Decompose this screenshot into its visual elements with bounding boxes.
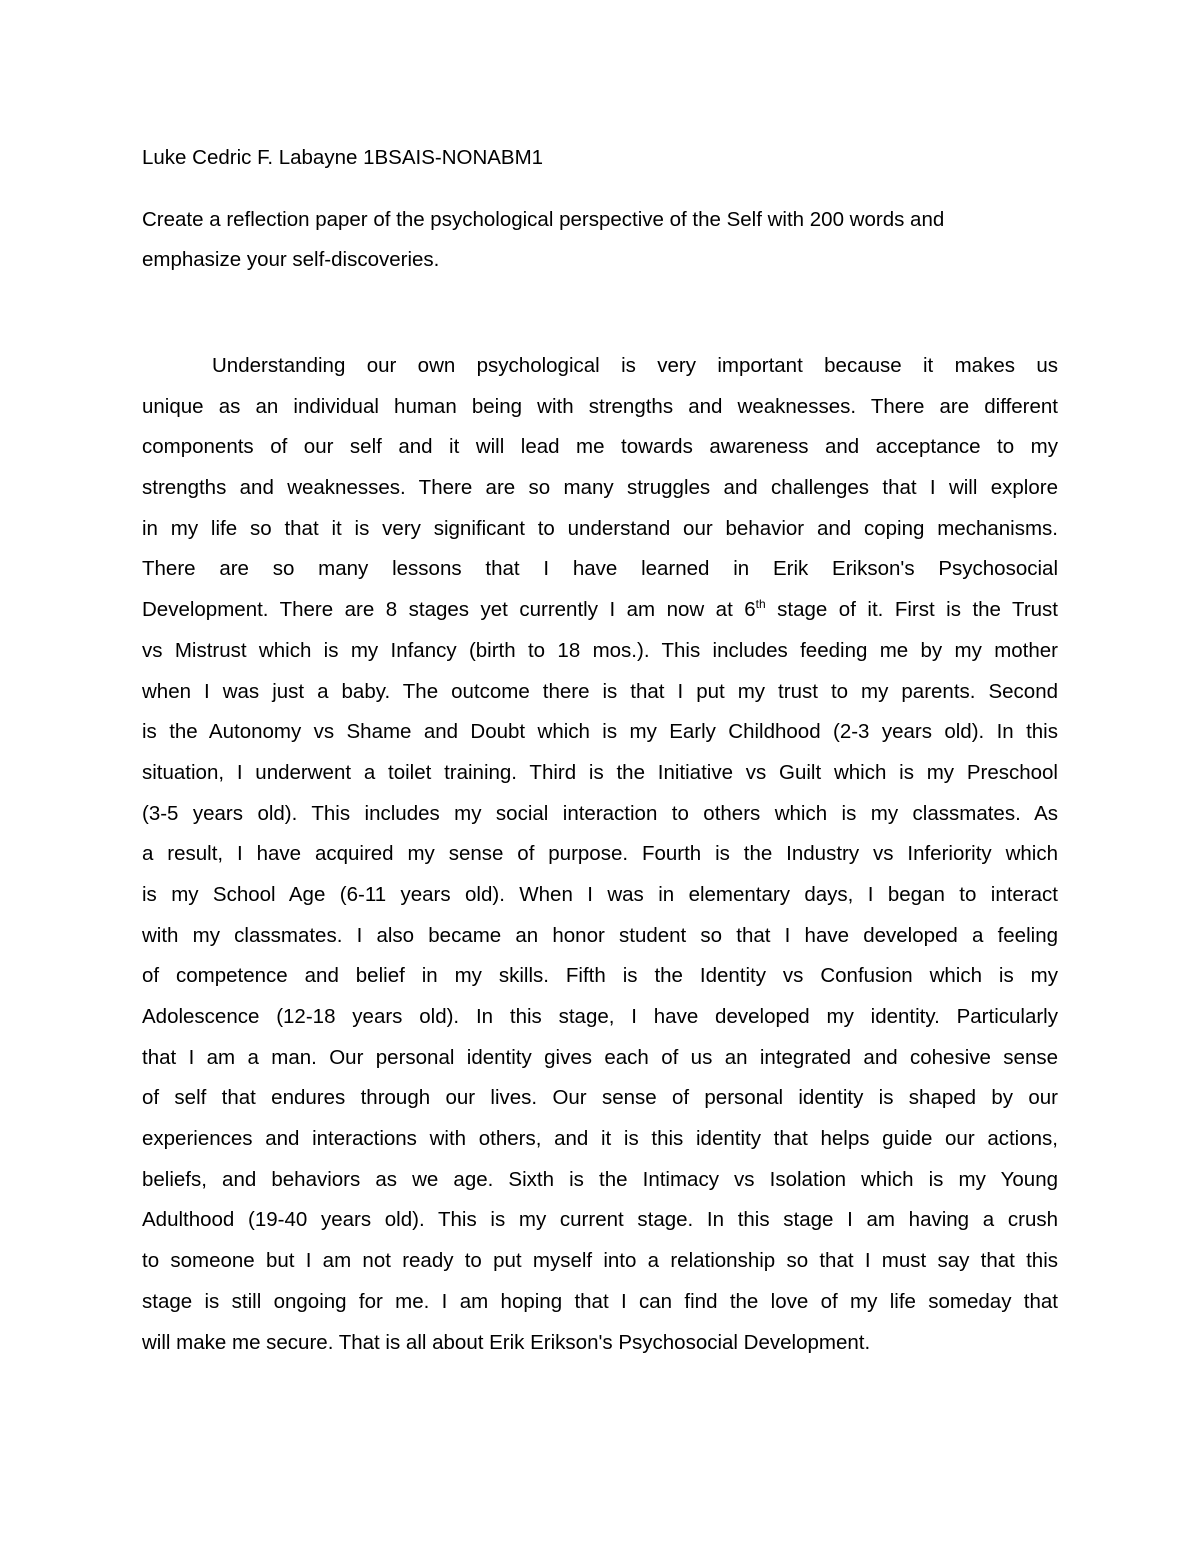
- paragraph-line: [142, 1282, 1058, 1323]
- line-text: Adulthood (19-40 years old). This is my current stage. In this stage I am having a crush: [142, 1208, 1058, 1232]
- reflection-paragraph: [142, 346, 1058, 1363]
- assignment-prompt: [142, 200, 1062, 280]
- line-text: will make me secure. That is all about Erik Erikson's Psychosocial Development.: [142, 1330, 871, 1354]
- line-text: (3-5 years old). This includes my social interaction to others which is my classmates. As: [142, 801, 1058, 825]
- line-text: Adolescence (12-18 years old). In this stage, I have developed my identity. Particularly: [142, 1005, 1058, 1028]
- line-text: strengths and weaknesses. There are so many struggles and challenges that I will explore: [142, 476, 1058, 500]
- line-text: There are so many lessons that I have learned in Erik Erikson's Psychosocial: [142, 557, 1058, 581]
- paragraph-line: [142, 1200, 1058, 1241]
- line-text: is my School Age (6-11 years old). When I was in elementary days, I began to interact: [142, 882, 1058, 906]
- paragraph-line: [142, 1323, 1058, 1364]
- line-text: Understanding our own psychological is very important because it makes us: [212, 354, 1058, 377]
- prompt-line: emphasize your self-discoveries.: [142, 248, 440, 271]
- paragraph-line: [142, 834, 1058, 875]
- line-text: of self that endures through our lives. Our sense of personal identity is shaped by our: [142, 1086, 1058, 1110]
- line-text: beliefs, and behaviors as we age. Sixth is the Intimacy vs Isolation which is my Young: [142, 1167, 1058, 1191]
- line-text: when I was just a baby. The outcome there is that I put my trust to my parents. Second: [142, 679, 1058, 703]
- line-text: that I am a man. Our personal identity gives each of us an integrated and cohesive sense: [142, 1045, 1058, 1069]
- paragraph-line: [142, 631, 1058, 672]
- line-text: to someone but I am not ready to put myself into a relationship so that I must say that this: [142, 1249, 1058, 1273]
- paragraph-line: [142, 794, 1058, 835]
- line-text: vs Mistrust which is my Infancy (birth to 18 mos.). This includes feeding me by my mother: [142, 638, 1058, 662]
- line-text-before: Development. There are 8 stages yet currently I am now at 6: [142, 598, 756, 622]
- ordinal-superscript: th: [755, 597, 766, 612]
- line-text: of competence and belief in my skills. Fifth is the Identity vs Confusion which is my: [142, 964, 1058, 988]
- paragraph-line: [142, 1038, 1058, 1079]
- line-text: situation, I underwent a toilet training. Third is the Initiative vs Guilt which is my Preschool: [142, 760, 1058, 784]
- line-text: [142, 590, 1058, 631]
- paragraph-line: [142, 590, 1058, 631]
- line-text: stage is still ongoing for me. I am hoping that I can find the love of my life someday that: [142, 1289, 1058, 1313]
- paragraph-line: [142, 387, 1058, 428]
- line-text: unique as an individual human being with strengths and weaknesses. There are different: [142, 394, 1058, 418]
- paragraph-line: [142, 468, 1058, 509]
- prompt-line: Create a reflection paper of the psychological perspective of the Self with 200 words and: [142, 208, 945, 231]
- paragraph-line: [142, 672, 1058, 713]
- paragraph-line: [142, 916, 1058, 957]
- line-text: in my life so that it is very significant to understand our behavior and coping mechanisms.: [142, 516, 1058, 540]
- line-text: components of our self and it will lead me towards awareness and acceptance to my: [142, 435, 1058, 459]
- paragraph-line: [142, 956, 1058, 997]
- paragraph-line: [142, 753, 1058, 794]
- paragraph-line: [142, 1241, 1058, 1282]
- paragraph-line: [142, 712, 1058, 753]
- paragraph-line: [142, 1078, 1058, 1119]
- paragraph-line: [142, 1119, 1058, 1160]
- paragraph-line: [142, 427, 1058, 468]
- paragraph-line: [142, 997, 1058, 1038]
- paragraph-line: [142, 1160, 1058, 1201]
- author-header: Luke Cedric F. Labayne 1BSAIS-NONABM1: [142, 146, 544, 169]
- line-text: a result, I have acquired my sense of purpose. Fourth is the Industry vs Inferiority which: [142, 842, 1058, 866]
- paragraph-line: [142, 346, 1058, 387]
- line-text: experiences and interactions with others, and it is this identity that helps guide our actions,: [142, 1127, 1058, 1151]
- paragraph-line: [142, 549, 1058, 590]
- line-text-after: stage of it. First is the Trust: [765, 598, 1058, 622]
- line-text: with my classmates. I also became an honor student so that I have developed a feeling: [142, 923, 1058, 947]
- paragraph-line: [142, 875, 1058, 916]
- line-text: is the Autonomy vs Shame and Doubt which is my Early Childhood (2-3 years old). In this: [142, 720, 1058, 744]
- paragraph-line: [142, 509, 1058, 550]
